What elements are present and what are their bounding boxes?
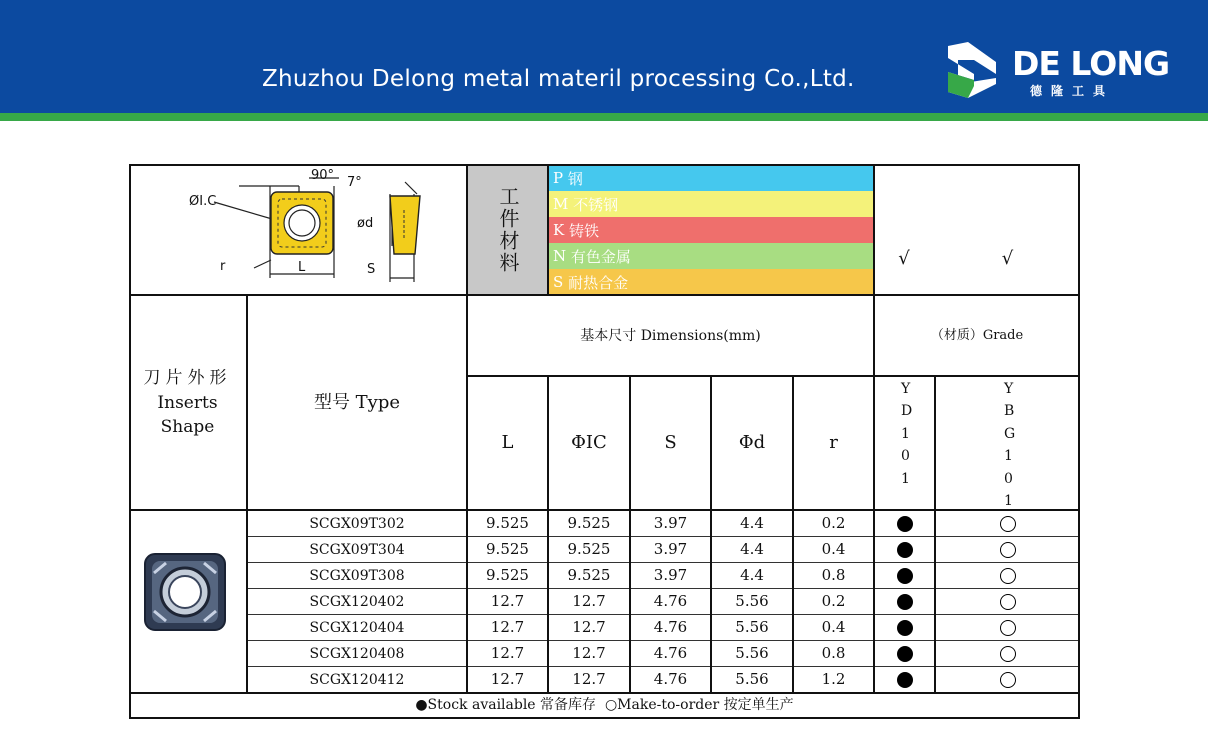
logo-text-en: DE LONG [1012,44,1170,83]
table-cell-s: 4.76 [653,644,688,663]
table-cell-s: 3.97 [653,514,688,533]
table-cell-ic: 9.525 [567,540,611,559]
table-cell-r: 0.2 [821,514,846,533]
order-circle-icon [1000,542,1016,558]
shape-header-cn: 刀片外形 [143,368,232,389]
insert-diagram [159,166,459,294]
table-cell-s: 3.97 [653,566,688,585]
insert-photo [142,549,228,635]
stock-dot-icon [897,542,913,558]
stock-dot-icon [897,646,913,662]
order-circle-icon [1000,568,1016,584]
header-banner [0,0,1208,113]
angle-top-label: 90° [311,168,335,183]
table-cell-r: 0.2 [821,592,846,611]
material-k [549,217,874,243]
order-circle-icon [1000,672,1016,688]
table-cell-d: 5.56 [735,592,769,611]
grade-ybg101 [935,376,1080,510]
table-cell-type: SCGX120404 [309,619,405,636]
table-cell-d: 4.4 [740,514,764,533]
availability-cell [935,615,1080,641]
table-cell-s: 4.76 [653,670,688,689]
table-cell-l: 9.525 [486,566,529,585]
col-header-r: r [829,431,838,453]
product-table [129,164,1080,719]
material-n [549,243,874,269]
table-cell-s: 4.76 [653,618,688,637]
table-cell-ic: 12.7 [572,618,606,637]
stock-dot-icon [897,672,913,688]
check-mark-2: √ [1001,247,1014,269]
grade-yd101-text: YD101 [901,381,913,487]
grid-line [466,164,468,694]
grid-line [246,294,248,694]
availability-cell [935,563,1080,589]
check-mark-1: √ [898,247,910,269]
stock-dot-icon [897,568,913,584]
grade-header: （材质）Grade [930,327,1024,343]
order-circle-icon [1000,646,1016,662]
grid-line [873,164,875,694]
grid-line [792,375,794,694]
table-cell-r: 0.4 [821,540,846,559]
availability-cell [874,511,935,537]
stock-dot-icon [897,516,913,532]
dimensions-header: 基本尺寸 Dimensions(mm) [580,327,761,344]
material-code: N [553,247,567,265]
grid-line [129,509,1080,511]
table-cell-s: 4.76 [653,592,688,611]
ic-label: ØI.C [189,194,217,209]
grid-line [247,536,1078,537]
grid-line [247,666,1078,667]
availability-cell [935,589,1080,615]
table-border-bottom [129,717,1080,719]
company-name: Zhuzhou Delong metal materil processing Co.,Ltd. [262,66,855,92]
col-header-s: S [664,431,677,453]
availability-cell [874,641,935,667]
r-label: r [220,259,226,274]
table-cell-l: 9.525 [486,514,529,533]
angle-side-label: 7° [347,175,362,190]
grade-ybg101-text: YBG101 [1004,381,1016,510]
material-code: S [553,273,564,291]
table-cell-l: 12.7 [490,592,525,611]
availability-cell [874,615,935,641]
grid-line [547,375,549,694]
stock-dot-icon [897,594,913,610]
availability-cell [874,537,935,563]
table-cell-r: 0.4 [821,618,846,637]
table-cell-type: SCGX120402 [309,593,405,610]
order-circle-icon [1000,594,1016,610]
material-m [549,191,874,217]
col-header-l: L [501,431,514,453]
table-cell-r: 0.8 [821,644,846,663]
legend-stock-icon: ● [415,697,428,714]
table-border-left [129,164,131,719]
work-material-label-cell [467,165,549,295]
material-name: 有色金属 [570,247,631,266]
shape-header [129,296,246,510]
availability-cell [874,589,935,615]
grid-line [247,640,1078,641]
work-material-label: 工件材料 [496,186,520,274]
availability-cell [935,641,1080,667]
table-cell-d: 5.56 [735,618,769,637]
legend-order-icon: ○ [604,697,618,714]
material-code: K [553,221,565,239]
grid-line [710,375,712,694]
grade-yd101 [874,376,935,510]
table-border-top [129,164,1080,166]
order-circle-icon [1000,620,1016,636]
table-cell-r: 1.2 [821,670,846,689]
table-cell-ic: 9.525 [567,566,611,585]
table-cell-d: 4.4 [740,566,764,585]
type-header: 型号 Type [313,391,401,413]
table-border-right [1078,164,1080,719]
table-cell-s: 3.97 [653,540,688,559]
shape-header-en1: Inserts [157,392,218,413]
table-cell-type: SCGX09T308 [309,567,405,584]
table-cell-ic: 12.7 [572,670,606,689]
order-circle-icon [1000,516,1016,532]
material-p [549,165,874,191]
grid-line [247,588,1078,589]
table-cell-type: SCGX120408 [309,645,405,662]
grid-line [467,375,1080,377]
table-cell-l: 9.525 [486,540,529,559]
col-header-d: Φd [738,431,766,453]
table-cell-l: 12.7 [490,618,525,637]
table-cell-type: SCGX120412 [309,671,405,688]
header-stripe [0,113,1208,121]
insert-photo-svg [142,549,228,635]
material-name: 耐热合金 [568,273,629,292]
col-header-ic: ΦIC [571,431,607,453]
grid-line [547,164,549,295]
table-cell-r: 0.8 [821,566,846,585]
table-cell-ic: 12.7 [572,644,606,663]
table-cell-d: 5.56 [735,644,769,663]
insert-diagram-svg [159,166,459,294]
table-cell-l: 12.7 [490,644,525,663]
availability-cell [935,511,1080,537]
legend-order-text: Make-to-order 按定单生产 [617,697,794,714]
material-code: P [553,169,564,187]
delong-logo-icon [944,40,1004,102]
logo-text-cn: 德隆工具 [1030,84,1115,98]
delong-logo [944,40,1170,104]
availability-cell [935,537,1080,563]
material-name: 不锈钢 [573,195,619,214]
legend [131,694,1078,717]
legend-stock-text: Stock available 常备库存 [427,697,597,714]
table-cell-d: 5.56 [735,670,769,689]
availability-cell [935,667,1080,693]
grid-line [629,375,631,694]
availability-cell [874,563,935,589]
material-name: 钢 [567,169,583,188]
availability-cell [874,667,935,693]
l-label: L [298,260,306,275]
grid-line [247,614,1078,615]
d-label: ød [357,216,374,231]
table-cell-ic: 12.7 [572,592,606,611]
grid-line [129,294,1080,296]
shape-header-en2: Shape [160,417,215,438]
table-cell-type: SCGX09T304 [309,541,405,558]
material-name: 铸铁 [569,221,600,240]
table-cell-type: SCGX09T302 [309,515,405,532]
grid-line [129,692,1080,694]
s-label: S [367,262,376,277]
material-s [549,269,874,295]
table-cell-l: 12.7 [490,670,525,689]
table-cell-d: 4.4 [740,540,764,559]
stock-dot-icon [897,620,913,636]
grid-line [247,562,1078,563]
material-code: M [553,195,569,213]
grid-line [934,375,936,694]
table-cell-ic: 9.525 [567,514,611,533]
